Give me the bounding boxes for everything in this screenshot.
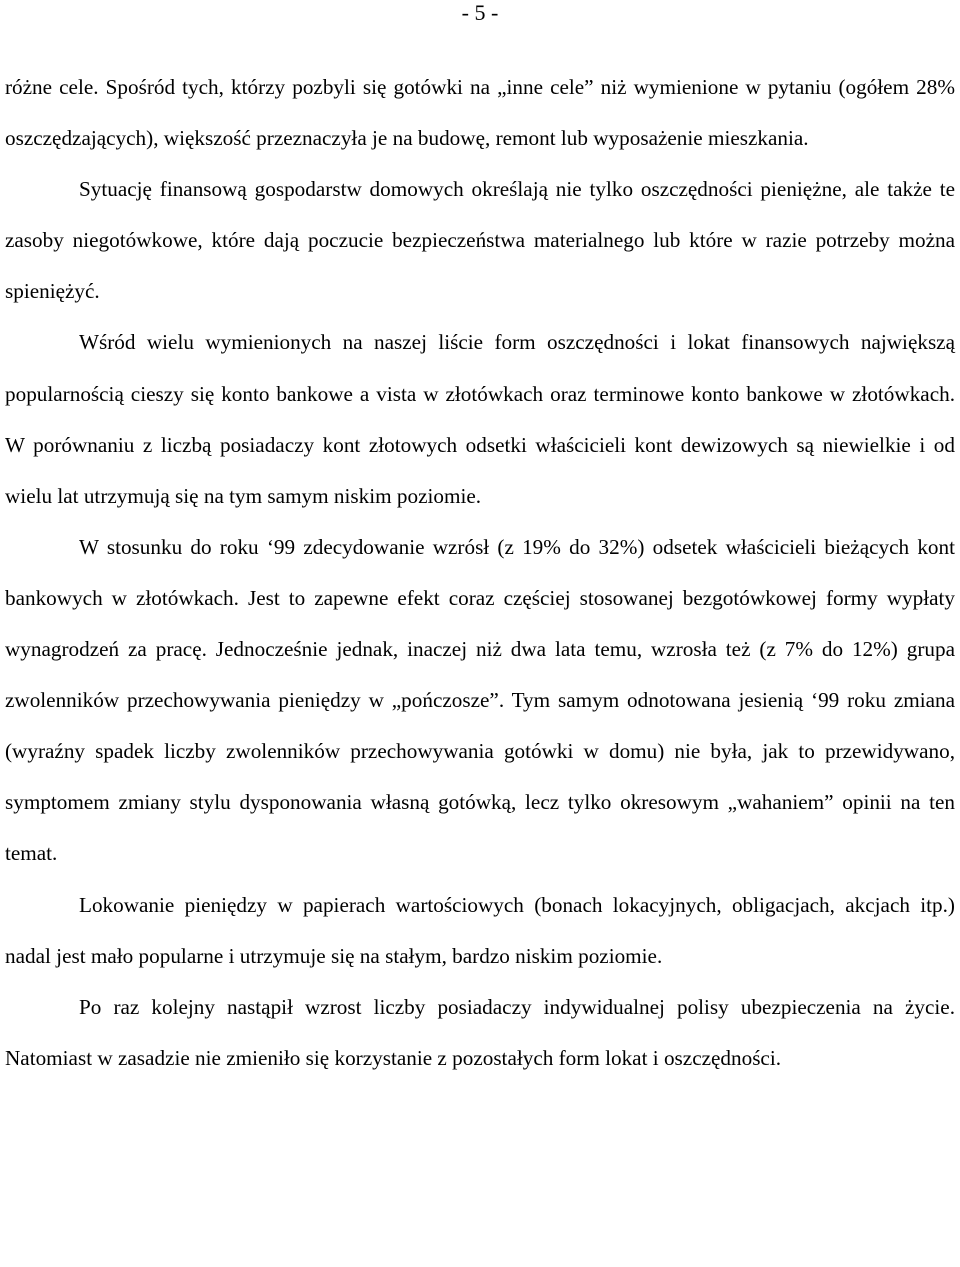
paragraph-1: różne cele. Spośród tych, którzy pozbyli się gotówki na „inne cele” niż wymienione w pytaniu (ogółem 28% oszczędzających), większość przeznaczyła je na budowę, remont lub wyposażenie mieszkania. [5, 75, 955, 151]
paragraph-3: Wśród wielu wymienionych na naszej liście form oszczędności i lokat finansowych największą popularnością cieszy się konto bankowe a vista w złotówkach oraz terminowe konto bankowe w złotówkach. W porównaniu z liczbą posiadaczy kont złotowych odsetki właścicieli kont dewizowych są niewielkie i od wielu lat utrzymują się na tym samym niskim poziomie. [5, 330, 955, 508]
page-number: - 5 - [461, 0, 499, 25]
paragraph-5: Lokowanie pieniędzy w papierach wartościowych (bonach lokacyjnych, obligacjach, akcjach itp.) nadal jest mało popularne i utrzymuje się na stałym, bardzo niskim poziomie. [5, 892, 955, 968]
paragraph-6: Po raz kolejny nastąpił wzrost liczby posiadaczy indywidualnej polisy ubezpieczenia na życie. Natomiast w zasadzie nie zmieniło się korzystanie z pozostałych form lokat i oszczędności. [5, 994, 955, 1070]
paragraph-4: W stosunku do roku ‘99 zdecydowanie wzrósł (z 19% do 32%) odsetek właścicieli bieżących kont bankowych w złotówkach. Jest to zapewne efekt coraz częściej stosowanej bezgotówkowej formy wypłaty wynagrodzeń za pracę. Jednocześnie jednak, inaczej niż dwa lata temu, wzrosła też (z 7% do 12%) grupa zwolenników przechowywania pieniędzy w „pończosze”. Tym samym odnotowana jesienią ‘99 roku zmiana (wyraźny spadek liczby zwolenników przechowywania gotówki w domu) nie była, jak to przewidywano, symptomem zmiany stylu dysponowania własną gotówką, lecz tylko okresowym „wahaniem” opinii na ten temat. [5, 534, 955, 866]
document-body [5, 62, 955, 1084]
paragraph-2: Sytuację finansową gospodarstw domowych określają nie tylko oszczędności pieniężne, ale także te zasoby niegotówkowe, które dają poczucie bezpieczeństwa materialnego lub które w razie potrzeby można spieniężyć. [5, 177, 955, 304]
